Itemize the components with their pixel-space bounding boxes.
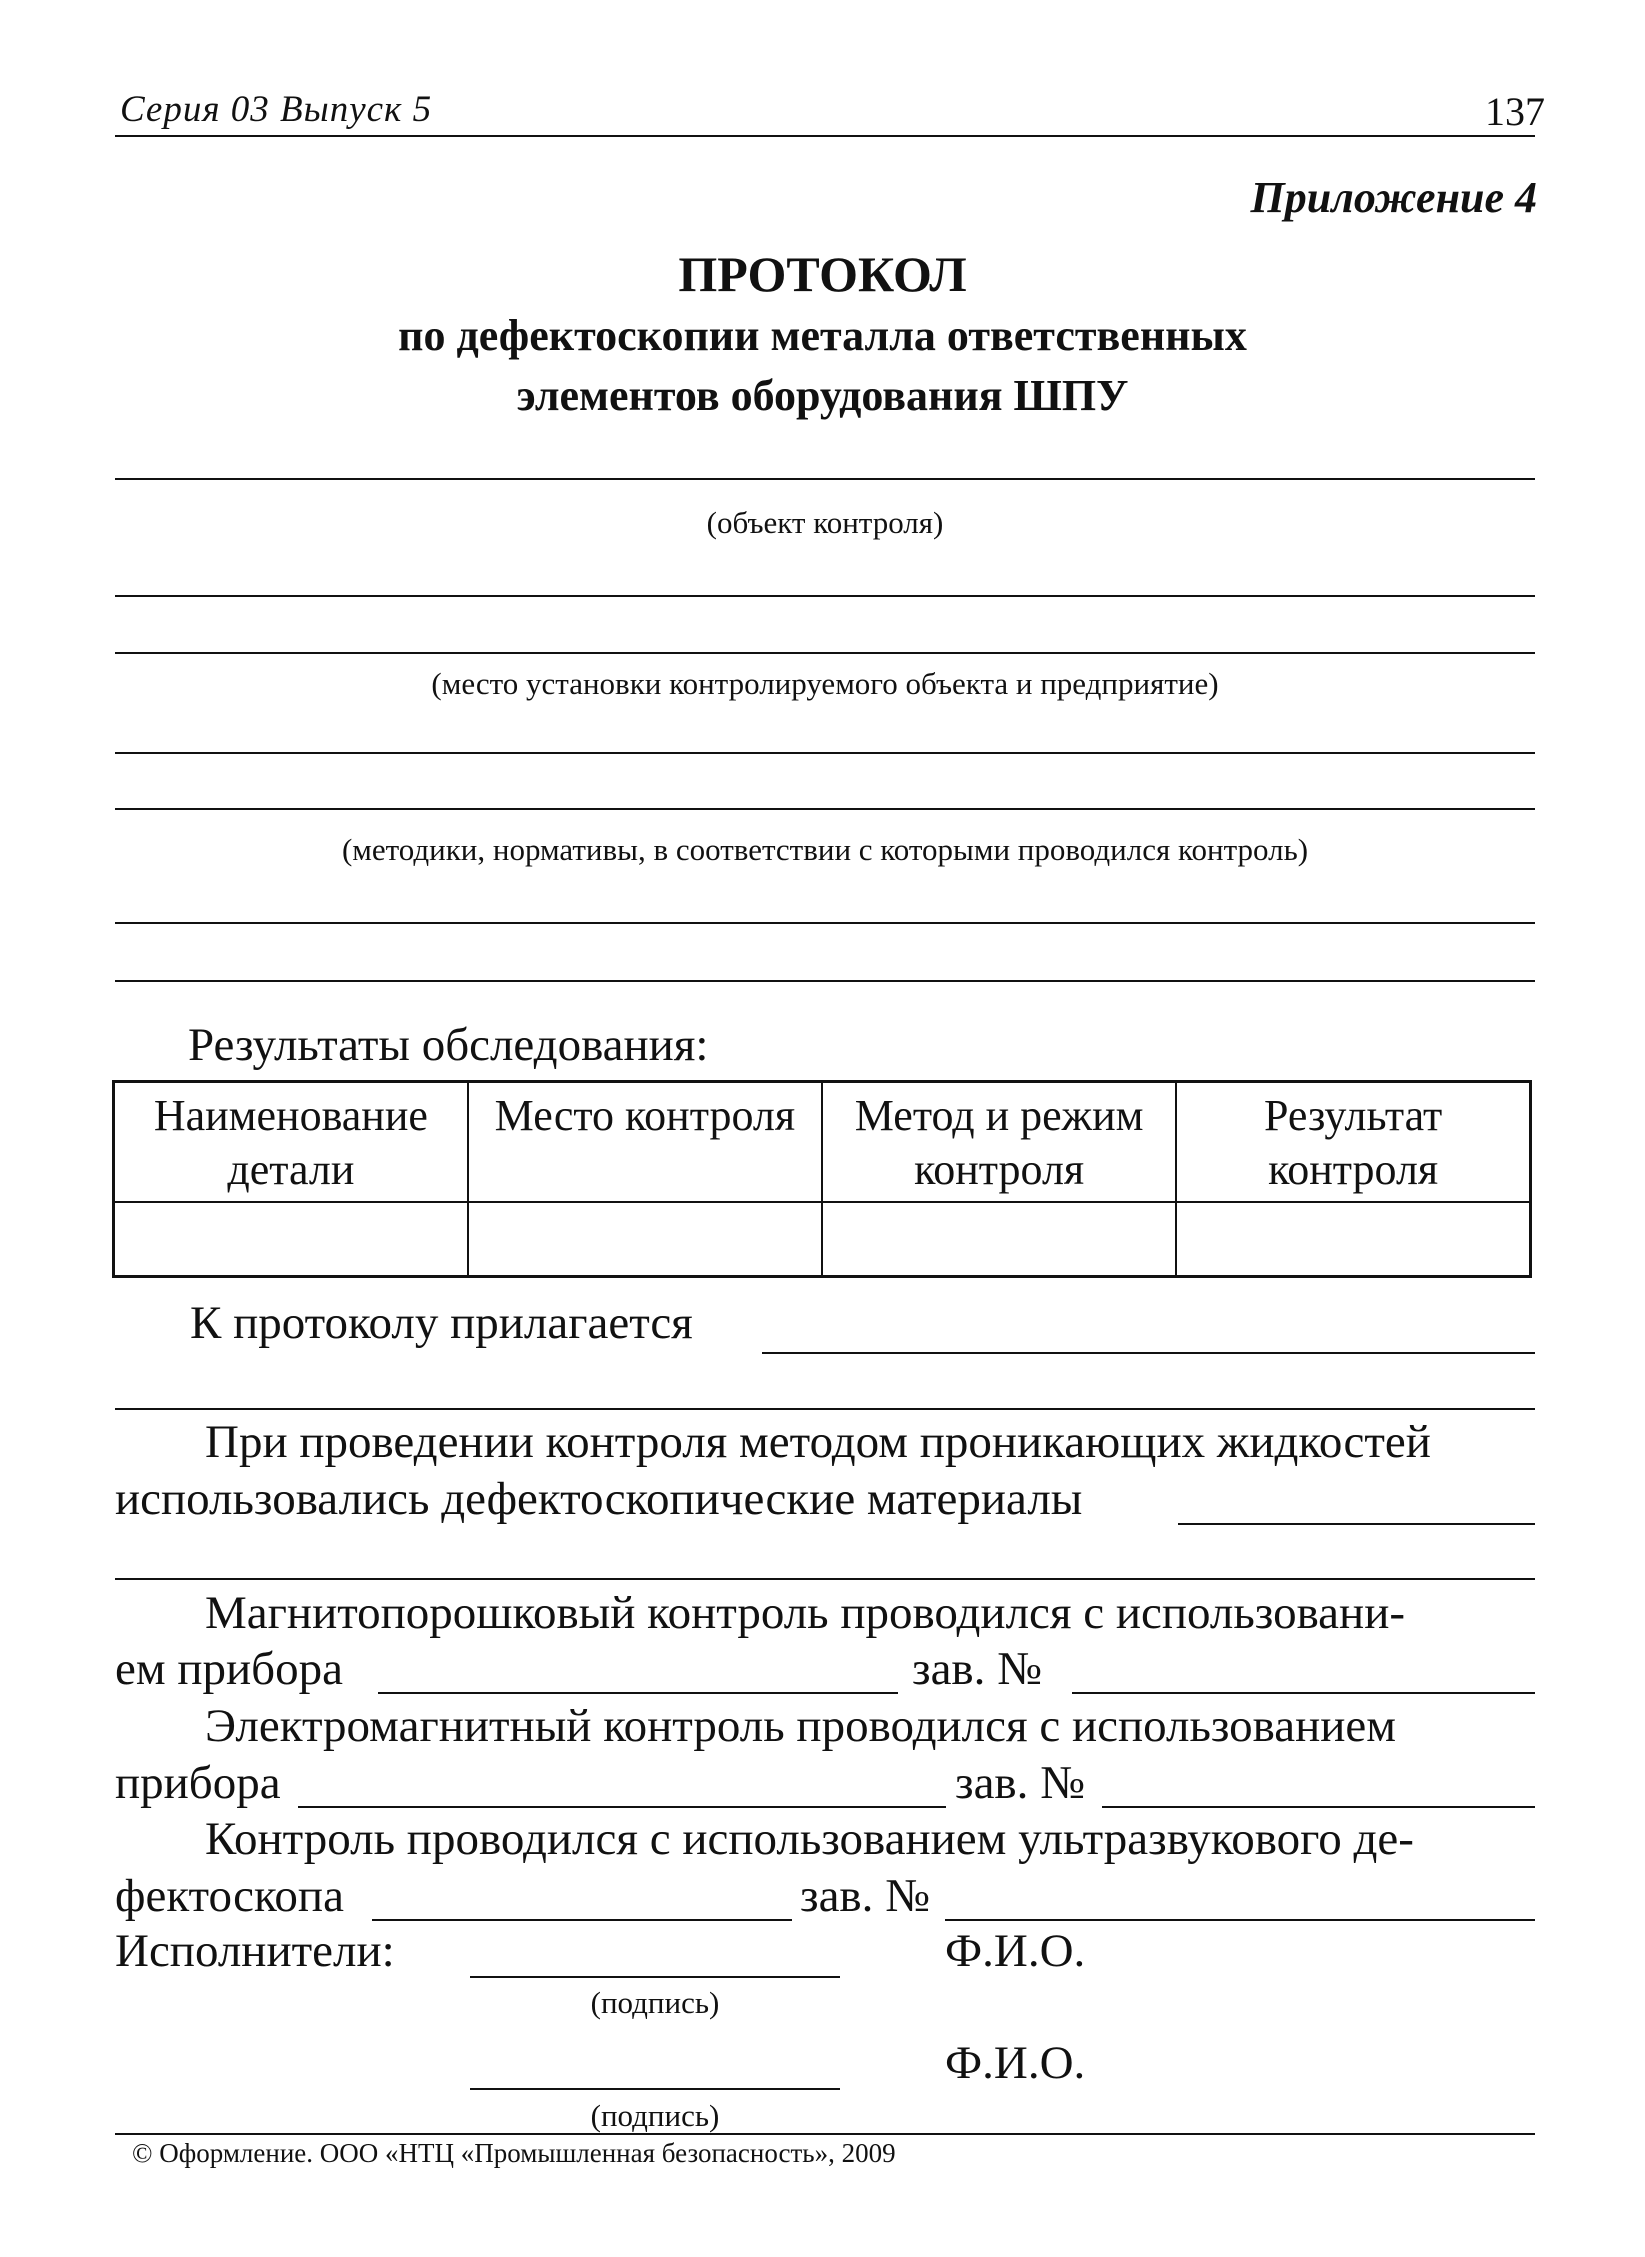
attachment-extra-line[interactable] xyxy=(115,1408,1535,1410)
column-header-result xyxy=(1176,1082,1530,1203)
attachment-field-line[interactable] xyxy=(762,1352,1535,1354)
appendix-label: Приложение 4 xyxy=(1250,173,1537,222)
footer-copyright: © Оформление. ООО «НТЦ «Промышленная безопасность», 2009 xyxy=(132,2138,896,2168)
magnetic-text-line1: Магнитопорошковый контроль проводился с использовани- xyxy=(205,1587,1405,1639)
methods-caption: (методики, нормативы, в соответствии с которыми проводился контроль) xyxy=(341,832,1309,867)
penetrant-materials-field-line[interactable] xyxy=(1178,1523,1535,1525)
magnetic-text-line2: ем прибора xyxy=(115,1643,343,1695)
methods-extra-line-2[interactable] xyxy=(115,980,1535,982)
attachment-label: К протоколу прилагается xyxy=(190,1297,693,1349)
table-cell-result[interactable] xyxy=(1176,1202,1530,1277)
electromagnetic-serial-field-line[interactable] xyxy=(1102,1806,1535,1808)
penetrant-text-line2: использовались дефектоскопические материалы xyxy=(115,1473,1083,1525)
signature-field-line-1[interactable] xyxy=(470,1976,840,1978)
ultrasonic-serial-label: зав. № xyxy=(800,1870,930,1922)
electromagnetic-text-line2: прибора xyxy=(115,1757,281,1809)
results-table-header-row xyxy=(114,1082,1531,1203)
electromagnetic-text-line1: Электромагнитный контроль проводился с использованием xyxy=(205,1700,1397,1752)
ultrasonic-text-line2: фектоскопа xyxy=(115,1870,344,1922)
executor-name-1: Ф.И.О. xyxy=(945,1925,1086,1977)
table-cell-location[interactable] xyxy=(468,1202,822,1277)
column-header-part-name-line1: Наименование xyxy=(153,1091,428,1140)
electromagnetic-device-field-line[interactable] xyxy=(298,1806,946,1808)
table-cell-method[interactable] xyxy=(822,1202,1176,1277)
ultrasonic-text-line1: Контроль проводился с использованием ультразвукового де- xyxy=(205,1813,1414,1865)
column-header-method-line2: контроля xyxy=(914,1145,1085,1194)
footer-rule xyxy=(115,2133,1535,2135)
object-field-line[interactable] xyxy=(115,478,1535,480)
methods-field-line[interactable] xyxy=(115,808,1535,810)
document-subtitle-line2: элементов оборудования ШПУ xyxy=(516,371,1129,420)
electromagnetic-serial-label: зав. № xyxy=(955,1757,1085,1809)
header-rule xyxy=(115,135,1535,137)
magnetic-serial-field-line[interactable] xyxy=(1072,1692,1535,1694)
table-cell-part-name[interactable] xyxy=(114,1202,468,1277)
signature-field-line-2[interactable] xyxy=(470,2088,840,2090)
page-number: 137 xyxy=(1485,89,1545,134)
signature-caption-2: (подпись) xyxy=(590,2098,720,2133)
object-caption: (объект контроля) xyxy=(706,505,944,540)
column-header-result-line2: контроля xyxy=(1268,1145,1439,1194)
series-label: Серия 03 Выпуск 5 xyxy=(120,89,433,130)
document-subtitle-line1: по дефектоскопии металла ответственных xyxy=(398,311,1247,360)
column-header-location xyxy=(468,1082,822,1203)
signature-caption-1: (подпись) xyxy=(590,1985,720,2020)
column-header-part-name xyxy=(114,1082,468,1203)
place-extra-line[interactable] xyxy=(115,752,1535,754)
document-title: ПРОТОКОЛ xyxy=(678,246,967,302)
executor-name-2: Ф.И.О. xyxy=(945,2037,1086,2089)
penetrant-extra-line[interactable] xyxy=(115,1578,1535,1580)
place-caption: (место установки контролируемого объекта и предприятие) xyxy=(431,666,1219,701)
column-header-method xyxy=(822,1082,1176,1203)
results-table xyxy=(112,1080,1532,1278)
ultrasonic-device-field-line[interactable] xyxy=(372,1919,792,1921)
object-extra-line[interactable] xyxy=(115,595,1535,597)
column-header-part-name-line2: детали xyxy=(227,1145,355,1194)
penetrant-text-line1: При проведении контроля методом проникающих жидкостей xyxy=(205,1416,1431,1468)
executors-label: Исполнители: xyxy=(115,1925,395,1977)
results-heading: Результаты обследования: xyxy=(188,1019,709,1071)
magnetic-device-field-line[interactable] xyxy=(378,1692,898,1694)
methods-extra-line-1[interactable] xyxy=(115,922,1535,924)
ultrasonic-serial-field-line[interactable] xyxy=(945,1919,1535,1921)
column-header-location-line1: Место контроля xyxy=(494,1091,796,1140)
table-row xyxy=(114,1202,1531,1277)
place-field-line[interactable] xyxy=(115,652,1535,654)
column-header-method-line1: Метод и режим xyxy=(854,1091,1144,1140)
magnetic-serial-label: зав. № xyxy=(912,1643,1042,1695)
column-header-result-line1: Результат xyxy=(1264,1091,1443,1140)
